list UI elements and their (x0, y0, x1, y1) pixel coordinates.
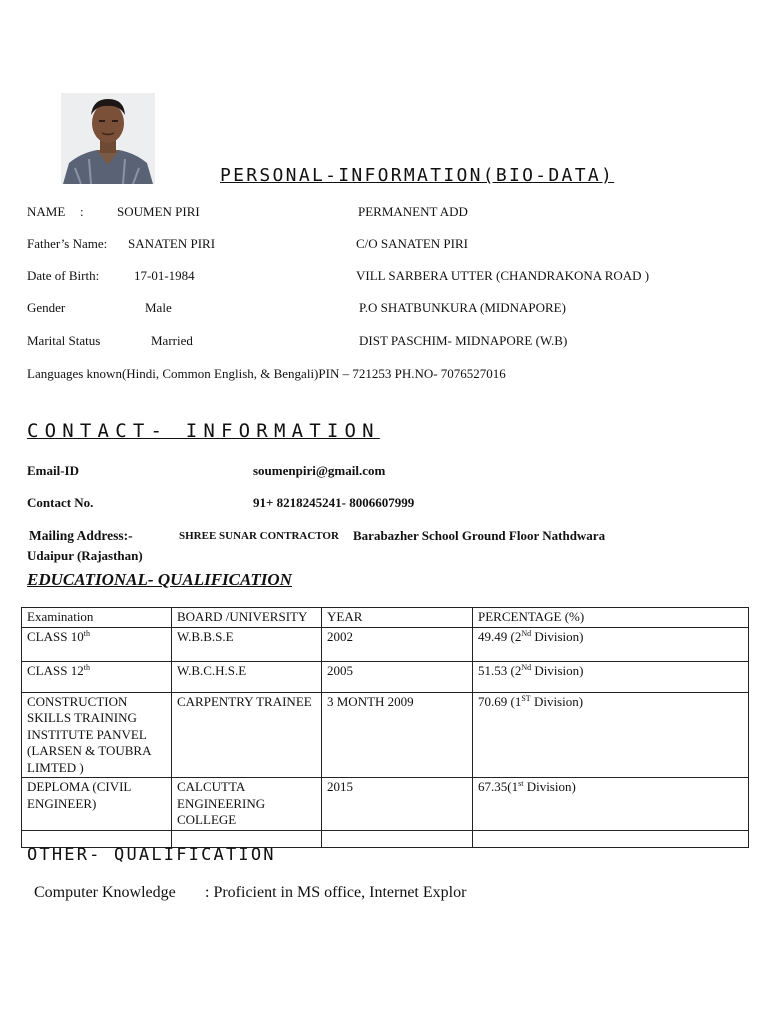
board-cell: CALCUTTA ENGINEERING COLLEGE (172, 778, 322, 831)
contact-section-title: CONTACT- INFORMATION (27, 420, 380, 442)
exam-cell: CLASS 10th (22, 627, 172, 661)
percentage-cell: 67.35(1st Division) (473, 778, 749, 831)
year-cell: 2015 (322, 778, 473, 831)
gender-value: Male (145, 300, 172, 315)
year-cell: 2005 (322, 661, 473, 692)
marital-label: Marital Status (27, 333, 101, 348)
languages-known: Languages known(Hindi, Common English, & Bengali) (27, 366, 319, 381)
address-line-co: C/O SANATEN PIRI (356, 236, 468, 251)
mailing-line2: Udaipur (Rajasthan) (27, 548, 143, 563)
address-line-dist: DIST PASCHIM- MIDNAPORE (W.B) (359, 333, 568, 348)
year-cell: 3 MONTH 2009 (322, 692, 473, 778)
languages-text (27, 366, 506, 382)
board-cell: CARPENTRY TRAINEE (172, 692, 322, 778)
year-cell: 2002 (322, 627, 473, 661)
header-year: YEAR (322, 608, 473, 628)
email-label: Email-ID (27, 463, 79, 478)
computer-knowledge-label: Computer Knowledge (34, 884, 176, 901)
mailing-label: Mailing Address:- (29, 528, 133, 543)
pin-phone: PIN – 721253 PH.NO- 7076527016 (318, 366, 506, 381)
exam-cell: CLASS 12th (22, 661, 172, 692)
father-value: SANATEN PIRI (128, 236, 216, 251)
marital-value: Married (151, 333, 193, 348)
percentage-cell: 51.53 (2Nd Division) (473, 661, 749, 692)
mailing-company: SHREE SUNAR CONTRACTOR (179, 530, 339, 542)
header-board: BOARD /UNIVERSITY (172, 608, 322, 628)
table-row (22, 627, 749, 661)
education-table (21, 607, 749, 848)
other-section-title: OTHER- QUALIFICATION (27, 845, 276, 865)
percentage-cell: 49.49 (2Nd Division) (473, 627, 749, 661)
table-header-row (22, 608, 749, 628)
computer-knowledge-value: : Proficient in MS office, Internet Explor (205, 884, 467, 901)
email-value[interactable]: soumenpiri@gmail.com (253, 463, 386, 478)
mailing-line1: Barabazher School Ground Floor Nathdwara (353, 528, 606, 543)
dob-value: 17-01-1984 (134, 268, 195, 283)
person-photo-icon (61, 93, 155, 184)
exam-cell: CONSTRUCTION SKILLS TRAINING INSTITUTE PANVEL (LARSEN & TOUBRA LIMTED ) (22, 692, 172, 778)
name-colon: : (80, 204, 84, 219)
board-cell: W.B.B.S.E (172, 627, 322, 661)
header-examination: Examination (22, 608, 172, 628)
exam-cell: DEPLOMA (CIVIL ENGINEER) (22, 778, 172, 831)
phone-value: 91+ 8218245241- 8006607999 (253, 495, 415, 510)
profile-photo (61, 93, 155, 184)
address-heading: PERMANENT ADD (358, 204, 468, 219)
phone-label: Contact No. (27, 495, 94, 510)
address-line-vill: VILL SARBERA UTTER (CHANDRAKONA ROAD ) (356, 268, 650, 283)
board-cell: W.B.C.H.S.E (172, 661, 322, 692)
table-row (22, 661, 749, 692)
page-title: PERSONAL-INFORMATION(BIO-DATA) (220, 165, 615, 186)
dob-label: Date of Birth: (27, 268, 100, 283)
gender-label: Gender (27, 300, 66, 315)
father-label: Father’s Name: (27, 236, 108, 251)
percentage-cell: 70.69 (1ST Division) (473, 692, 749, 778)
name-value: SOUMEN PIRI (117, 204, 200, 219)
name-label: NAME (27, 204, 66, 219)
education-section-title: EDUCATIONAL- QUALIFICATION (27, 570, 292, 589)
address-line-po: P.O SHATBUNKURA (MIDNAPORE) (359, 300, 566, 315)
table-row (22, 692, 749, 778)
header-percentage: PERCENTAGE (%) (473, 608, 749, 628)
table-row (22, 778, 749, 831)
